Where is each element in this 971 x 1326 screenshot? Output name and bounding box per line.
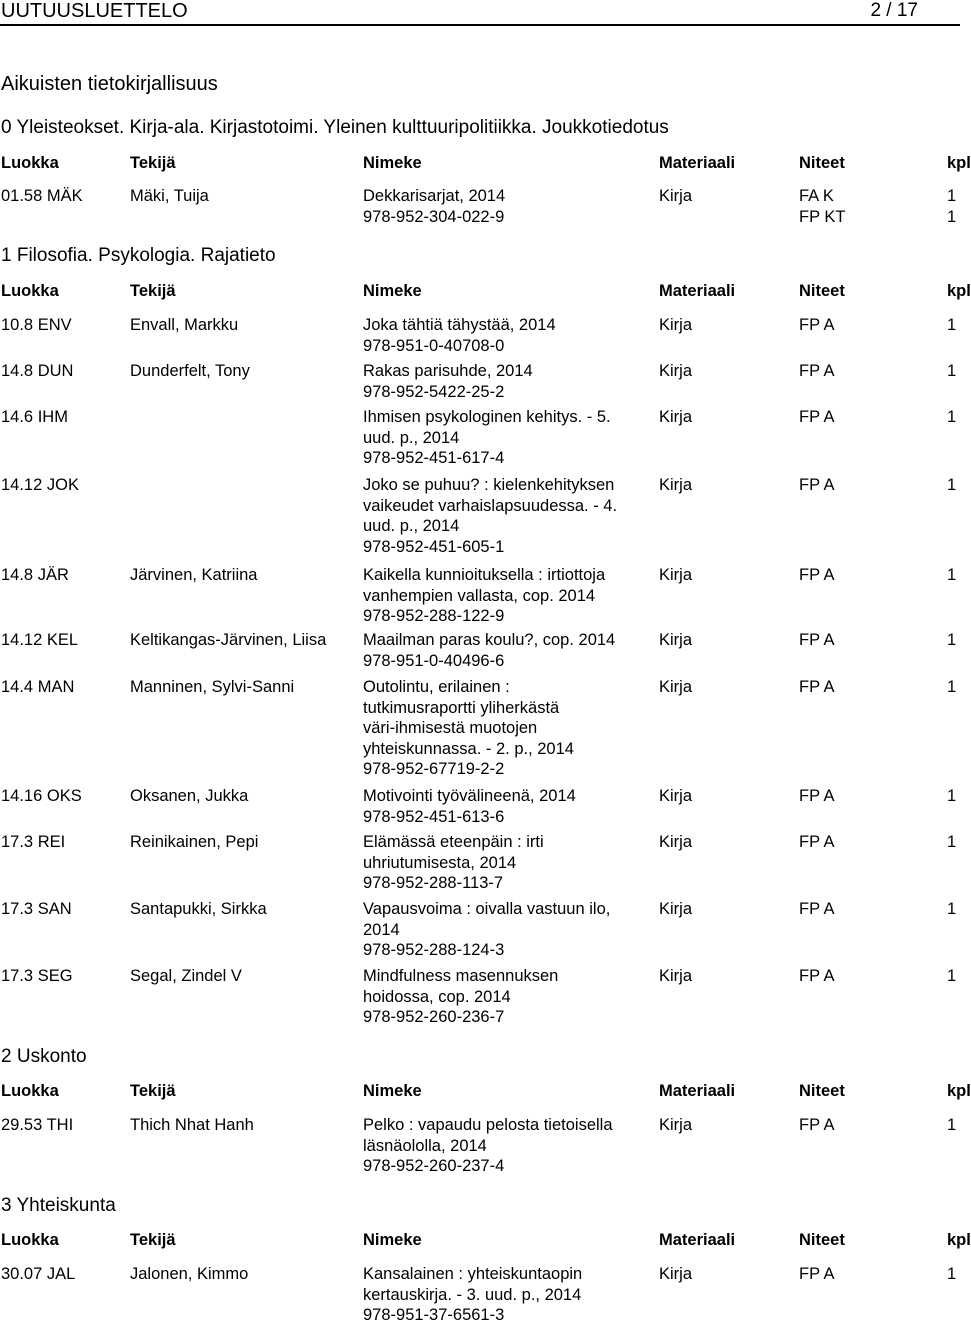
cell-materiaali: Kirja xyxy=(659,187,693,205)
catalog-title: UUTUUSLUETTELO xyxy=(1,0,188,22)
nimeke-line: 978-952-260-236-7 xyxy=(363,1008,505,1026)
column-header-niteet: Niteet xyxy=(799,1231,845,1249)
niteet-value: FP A xyxy=(799,1265,835,1283)
cell-kpl xyxy=(947,186,956,227)
kpl-value: 1 xyxy=(947,631,957,649)
kpl-value: 1 xyxy=(947,566,957,584)
nimeke-line: uud. p., 2014 xyxy=(363,517,460,535)
nimeke-line: uhriutumisesta, 2014 xyxy=(363,853,517,872)
cell-kpl xyxy=(947,315,956,336)
group-heading: 2 Uskonto xyxy=(1,1046,87,1067)
nimeke-line: Maailman paras koulu?, cop. 2014 xyxy=(363,631,616,649)
cell-kpl xyxy=(947,899,956,920)
niteet-value: FP A xyxy=(799,678,835,696)
cell-materiaali: Kirja xyxy=(659,316,693,334)
cell-tekija: Envall, Markku xyxy=(130,316,239,334)
table-header xyxy=(0,1080,971,1102)
page-header xyxy=(0,0,960,26)
nimeke-line: 978-952-451-613-6 xyxy=(363,807,505,826)
nimeke-line: Kansalainen : yhteiskuntaopin xyxy=(363,1265,583,1283)
cell-materiaali: Kirja xyxy=(659,476,693,494)
niteet-value: FP KT xyxy=(799,207,846,226)
nimeke-line: uud. p., 2014 xyxy=(363,428,460,447)
cell-niteet xyxy=(799,1264,834,1285)
cell-nimeke xyxy=(363,630,653,671)
column-header-tekija: Tekijä xyxy=(130,1082,176,1100)
cell-luokka: 17.3 REI xyxy=(1,833,66,851)
cell-materiaali: Kirja xyxy=(659,408,693,426)
nimeke-line: Elämässä eteenpäin : irti xyxy=(363,833,544,851)
cell-kpl xyxy=(947,786,956,807)
group-heading: 1 Filosofia. Psykologia. Rajatieto xyxy=(1,245,276,266)
niteet-value: FP A xyxy=(799,900,835,918)
kpl-value: 1 xyxy=(947,408,957,426)
table-header xyxy=(0,152,971,174)
cell-niteet xyxy=(799,475,834,496)
table-header xyxy=(0,1229,971,1251)
cell-tekija: Segal, Zindel V xyxy=(130,967,242,985)
column-header-niteet: Niteet xyxy=(799,154,845,172)
column-header-kpl: kpl xyxy=(947,1082,971,1100)
cell-materiaali: Kirja xyxy=(659,900,693,918)
cell-nimeke xyxy=(363,361,653,402)
column-header-materiaali: Materiaali xyxy=(659,1231,736,1249)
cell-tekija: Dunderfelt, Tony xyxy=(130,362,250,380)
kpl-value: 1 xyxy=(947,833,957,851)
column-header-luokka: Luokka xyxy=(1,1082,59,1100)
cell-kpl xyxy=(947,565,956,586)
table-header xyxy=(0,280,971,302)
cell-kpl xyxy=(947,677,956,698)
nimeke-line: 978-952-288-124-3 xyxy=(363,941,505,959)
cell-kpl xyxy=(947,966,956,987)
cell-niteet xyxy=(799,361,834,382)
cell-luokka: 01.58 MÄK xyxy=(1,187,83,205)
cell-niteet xyxy=(799,565,834,586)
cell-tekija: Keltikangas-Järvinen, Liisa xyxy=(130,631,327,649)
kpl-value: 1 xyxy=(947,476,957,494)
column-header-luokka: Luokka xyxy=(1,154,59,172)
nimeke-line: vaikeudet varhaislapsuudessa. - 4. xyxy=(363,496,618,515)
cell-luokka: 14.8 JÄR xyxy=(1,566,69,584)
cell-luokka: 29.53 THI xyxy=(1,1116,74,1134)
cell-tekija: Mäki, Tuija xyxy=(130,187,209,205)
cell-niteet xyxy=(799,677,834,698)
kpl-value: 1 xyxy=(947,207,957,226)
cell-luokka: 17.3 SEG xyxy=(1,967,73,985)
cell-nimeke xyxy=(363,966,653,1028)
column-header-niteet: Niteet xyxy=(799,282,845,300)
column-header-kpl: kpl xyxy=(947,154,971,172)
nimeke-line: 978-952-304-022-9 xyxy=(363,207,505,226)
nimeke-line: Mindfulness masennuksen xyxy=(363,967,559,985)
cell-niteet xyxy=(799,899,834,920)
niteet-value: FP A xyxy=(799,967,835,985)
cell-luokka: 14.12 KEL xyxy=(1,631,79,649)
niteet-value: FP A xyxy=(799,1116,835,1134)
cell-tekija: Santapukki, Sirkka xyxy=(130,900,267,918)
column-header-nimeke: Nimeke xyxy=(363,1082,422,1100)
kpl-value: 1 xyxy=(947,1265,957,1283)
group-heading: 0 Yleisteokset. Kirja-ala. Kirjastotoimi. Yleinen kulttuuripolitiikka. Joukkotiedotus xyxy=(1,117,669,138)
nimeke-line: Kaikella kunnioituksella : irtiottoja xyxy=(363,566,606,584)
kpl-value: 1 xyxy=(947,678,957,696)
column-header-materiaali: Materiaali xyxy=(659,1082,736,1100)
cell-nimeke xyxy=(363,315,653,356)
cell-tekija: Oksanen, Jukka xyxy=(130,787,249,805)
niteet-value: FP A xyxy=(799,631,835,649)
kpl-value: 1 xyxy=(947,900,957,918)
nimeke-line: 978-952-260-237-4 xyxy=(363,1157,505,1175)
nimeke-line: hoidossa, cop. 2014 xyxy=(363,987,511,1006)
nimeke-line: 978-952-288-113-7 xyxy=(363,874,504,892)
kpl-value: 1 xyxy=(947,967,957,985)
niteet-value: FP A xyxy=(799,362,835,380)
nimeke-line: 978-952-288-122-9 xyxy=(363,607,505,625)
cell-materiaali: Kirja xyxy=(659,631,693,649)
nimeke-line: Motivointi työvälineenä, 2014 xyxy=(363,787,576,805)
kpl-value: 1 xyxy=(947,316,957,334)
nimeke-line: 978-951-37-6561-3 xyxy=(363,1306,505,1324)
cell-niteet xyxy=(799,186,845,227)
column-header-materiaali: Materiaali xyxy=(659,154,736,172)
cell-tekija: Manninen, Sylvi-Sanni xyxy=(130,678,295,696)
group-heading: 3 Yhteiskunta xyxy=(1,1195,116,1216)
cell-kpl xyxy=(947,1264,956,1285)
kpl-value: 1 xyxy=(947,787,957,805)
cell-luokka: 14.8 DUN xyxy=(1,362,74,380)
nimeke-line: tutkimusraportti yliherkästä xyxy=(363,698,560,717)
nimeke-line: 2014 xyxy=(363,920,400,939)
nimeke-line: Dekkarisarjat, 2014 xyxy=(363,187,506,205)
cell-nimeke xyxy=(363,565,653,627)
cell-tekija: Thich Nhat Hanh xyxy=(130,1116,254,1134)
cell-nimeke xyxy=(363,786,653,827)
column-header-niteet: Niteet xyxy=(799,1082,845,1100)
nimeke-line: kertauskirja. - 3. uud. p., 2014 xyxy=(363,1285,582,1304)
nimeke-line: 978-952-67719-2-2 xyxy=(363,760,505,778)
cell-materiaali: Kirja xyxy=(659,833,693,851)
nimeke-line: Ihmisen psykologinen kehitys. - 5. xyxy=(363,408,611,426)
cell-nimeke xyxy=(363,407,653,469)
cell-nimeke xyxy=(363,186,653,227)
page-number: 2 / 17 xyxy=(870,0,918,21)
cell-luokka: 14.4 MAN xyxy=(1,678,75,696)
niteet-value: FP A xyxy=(799,408,835,426)
column-header-luokka: Luokka xyxy=(1,282,59,300)
cell-materiaali: Kirja xyxy=(659,566,693,584)
cell-nimeke xyxy=(363,899,653,961)
cell-materiaali: Kirja xyxy=(659,1116,693,1134)
niteet-value: FP A xyxy=(799,566,835,584)
niteet-value: FP A xyxy=(799,476,835,494)
cell-materiaali: Kirja xyxy=(659,678,693,696)
cell-nimeke xyxy=(363,1264,653,1326)
nimeke-line: väri-ihmisestä muotojen xyxy=(363,719,538,737)
niteet-value: FP A xyxy=(799,833,835,851)
cell-niteet xyxy=(799,786,834,807)
column-header-nimeke: Nimeke xyxy=(363,1231,422,1249)
cell-kpl xyxy=(947,1115,956,1136)
column-header-kpl: kpl xyxy=(947,282,971,300)
cell-luokka: 14.12 JOK xyxy=(1,476,79,494)
nimeke-line: Rakas parisuhde, 2014 xyxy=(363,362,533,380)
nimeke-line: Outolintu, erilainen : xyxy=(363,678,510,696)
kpl-value: 1 xyxy=(947,1116,957,1134)
cell-kpl xyxy=(947,407,956,428)
cell-luokka: 14.16 OKS xyxy=(1,787,82,805)
cell-nimeke xyxy=(363,677,653,780)
cell-luokka: 17.3 SAN xyxy=(1,900,72,918)
kpl-value: 1 xyxy=(947,187,957,205)
cell-kpl xyxy=(947,361,956,382)
cell-niteet xyxy=(799,966,834,987)
cell-niteet xyxy=(799,407,834,428)
header-rule xyxy=(0,24,960,26)
cell-kpl xyxy=(947,475,956,496)
nimeke-line: Vapausvoima : oivalla vastuun ilo, xyxy=(363,900,611,918)
column-header-tekija: Tekijä xyxy=(130,154,176,172)
nimeke-line: Joko se puhuu? : kielenkehityksen xyxy=(363,476,615,494)
nimeke-line: yhteiskunnassa. - 2. p., 2014 xyxy=(363,739,574,758)
nimeke-line: Pelko : vapaudu pelosta tietoisella xyxy=(363,1116,613,1134)
column-header-nimeke: Nimeke xyxy=(363,282,422,300)
column-header-kpl: kpl xyxy=(947,1231,971,1249)
niteet-value: FP A xyxy=(799,787,835,805)
cell-nimeke xyxy=(363,832,653,894)
cell-materiaali: Kirja xyxy=(659,362,693,380)
nimeke-line: 978-951-0-40708-0 xyxy=(363,336,505,355)
cell-kpl xyxy=(947,832,956,853)
nimeke-line: vanhempien vallasta, cop. 2014 xyxy=(363,586,596,605)
cell-materiaali: Kirja xyxy=(659,787,693,805)
cell-materiaali: Kirja xyxy=(659,967,693,985)
nimeke-line: läsnäololla, 2014 xyxy=(363,1136,487,1155)
nimeke-line: 978-952-451-605-1 xyxy=(363,537,505,556)
niteet-value: FP A xyxy=(799,316,835,334)
nimeke-line: 978-952-451-617-4 xyxy=(363,449,505,467)
cell-luokka: 30.07 JAL xyxy=(1,1265,76,1283)
cell-tekija: Jalonen, Kimmo xyxy=(130,1265,249,1283)
column-header-tekija: Tekijä xyxy=(130,1231,176,1249)
cell-nimeke xyxy=(363,1115,653,1177)
cell-tekija: Järvinen, Katriina xyxy=(130,566,258,584)
cell-niteet xyxy=(799,315,834,336)
niteet-value: FA K xyxy=(799,187,834,205)
column-header-luokka: Luokka xyxy=(1,1231,59,1249)
section-title: Aikuisten tietokirjallisuus xyxy=(1,73,218,95)
cell-niteet xyxy=(799,832,834,853)
cell-niteet xyxy=(799,1115,834,1136)
cell-materiaali: Kirja xyxy=(659,1265,693,1283)
column-header-nimeke: Nimeke xyxy=(363,154,422,172)
cell-tekija: Reinikainen, Pepi xyxy=(130,833,259,851)
nimeke-line: Joka tähtiä tähystää, 2014 xyxy=(363,316,556,334)
cell-luokka: 10.8 ENV xyxy=(1,316,72,334)
column-header-materiaali: Materiaali xyxy=(659,282,736,300)
cell-nimeke xyxy=(363,475,653,557)
cell-luokka: 14.6 IHM xyxy=(1,408,68,426)
column-header-tekija: Tekijä xyxy=(130,282,176,300)
cell-kpl xyxy=(947,630,956,651)
nimeke-line: 978-951-0-40496-6 xyxy=(363,651,505,670)
kpl-value: 1 xyxy=(947,362,957,380)
cell-niteet xyxy=(799,630,834,651)
nimeke-line: 978-952-5422-25-2 xyxy=(363,382,505,401)
